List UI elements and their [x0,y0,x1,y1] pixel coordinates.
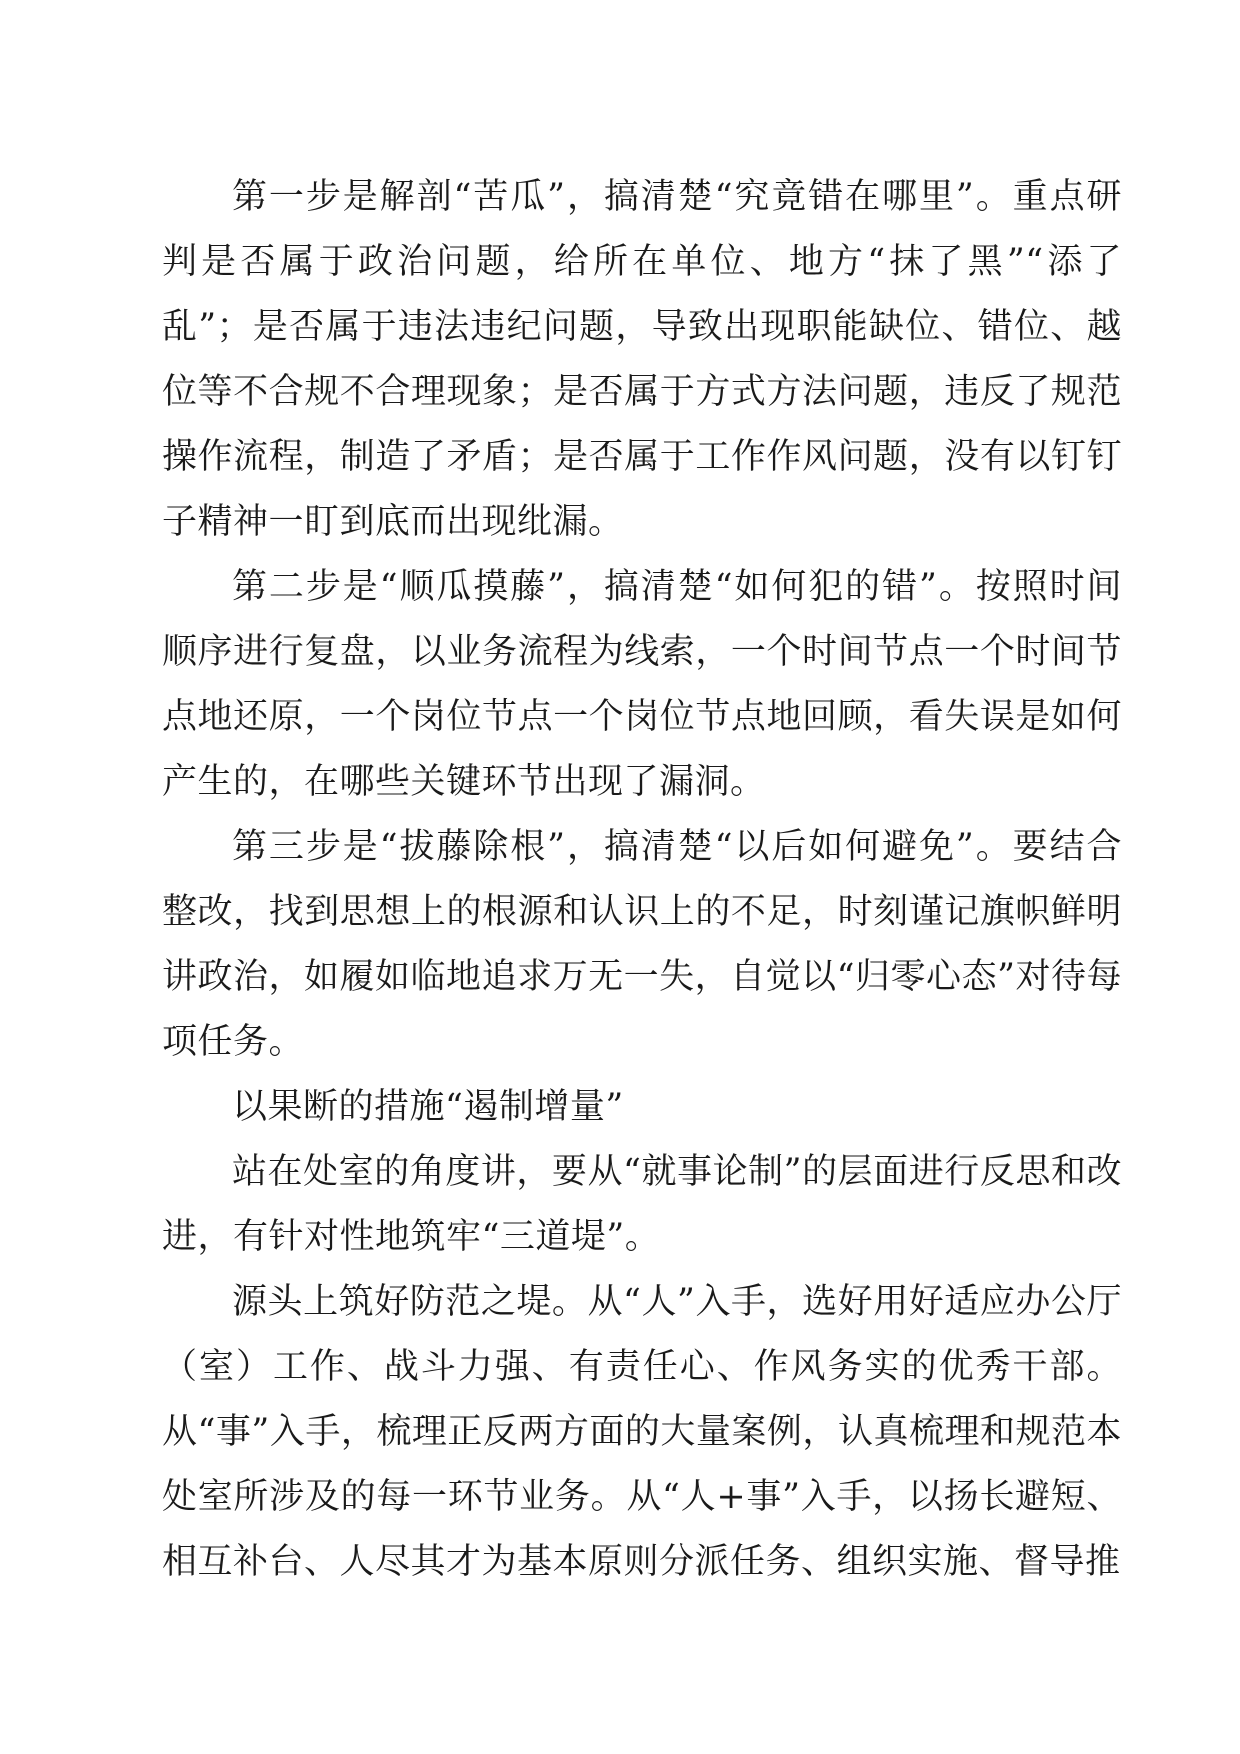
paragraph-source: 源头上筑好防范之堤。从“人”入手，选好用好适应办公厅（室）工作、战斗力强、有责任心、作风务实的优秀干部。从“事”入手，梳理正反两方面的大量案例，认真梳理和规范本处室所涉及的每一环节业务。从“人+事”入手，以扬长避短、相互补台、人尽其才为基本原则分派任务、组织实施、督导推 [162,1282,1122,1582]
paragraph-step-two: 第二步是“顺瓜摸藤”，搞清楚“如何犯的错”。按照时间顺序进行复盘，以业务流程为线索，一个时间节点一个时间节点地还原，一个岗位节点一个岗位节点地回顾，看失误是如何产生的，在哪些关键环节出现了漏洞。 [162,567,1122,802]
section-heading: 以果断的措施“遏制增量” [232,1087,624,1127]
document-body [162,165,1122,1595]
paragraph-intro: 站在处室的角度讲，要从“就事论制”的层面进行反思和改进，有针对性地筑牢“三道堤”。 [162,1152,1122,1257]
paragraph-step-one: 第一步是解剖“苦瓜”，搞清楚“究竟错在哪里”。重点研判是否属于政治问题，给所在单位、地方“抹了黑”“添了乱”；是否属于违法违纪问题，导致出现职能缺位、错位、越位等不合规不合理现象；是否属于方式方法问题，违反了规范操作流程，制造了矛盾；是否属于工作作风问题，没有以钉钉子精神一盯到底而出现纰漏。 [162,177,1122,542]
paragraph-step-three: 第三步是“拔藤除根”，搞清楚“以后如何避免”。要结合整改，找到思想上的根源和认识上的不足，时刻谨记旗帜鲜明讲政治，如履如临地追求万无一失，自觉以“归零心态”对待每项任务。 [162,827,1122,1062]
